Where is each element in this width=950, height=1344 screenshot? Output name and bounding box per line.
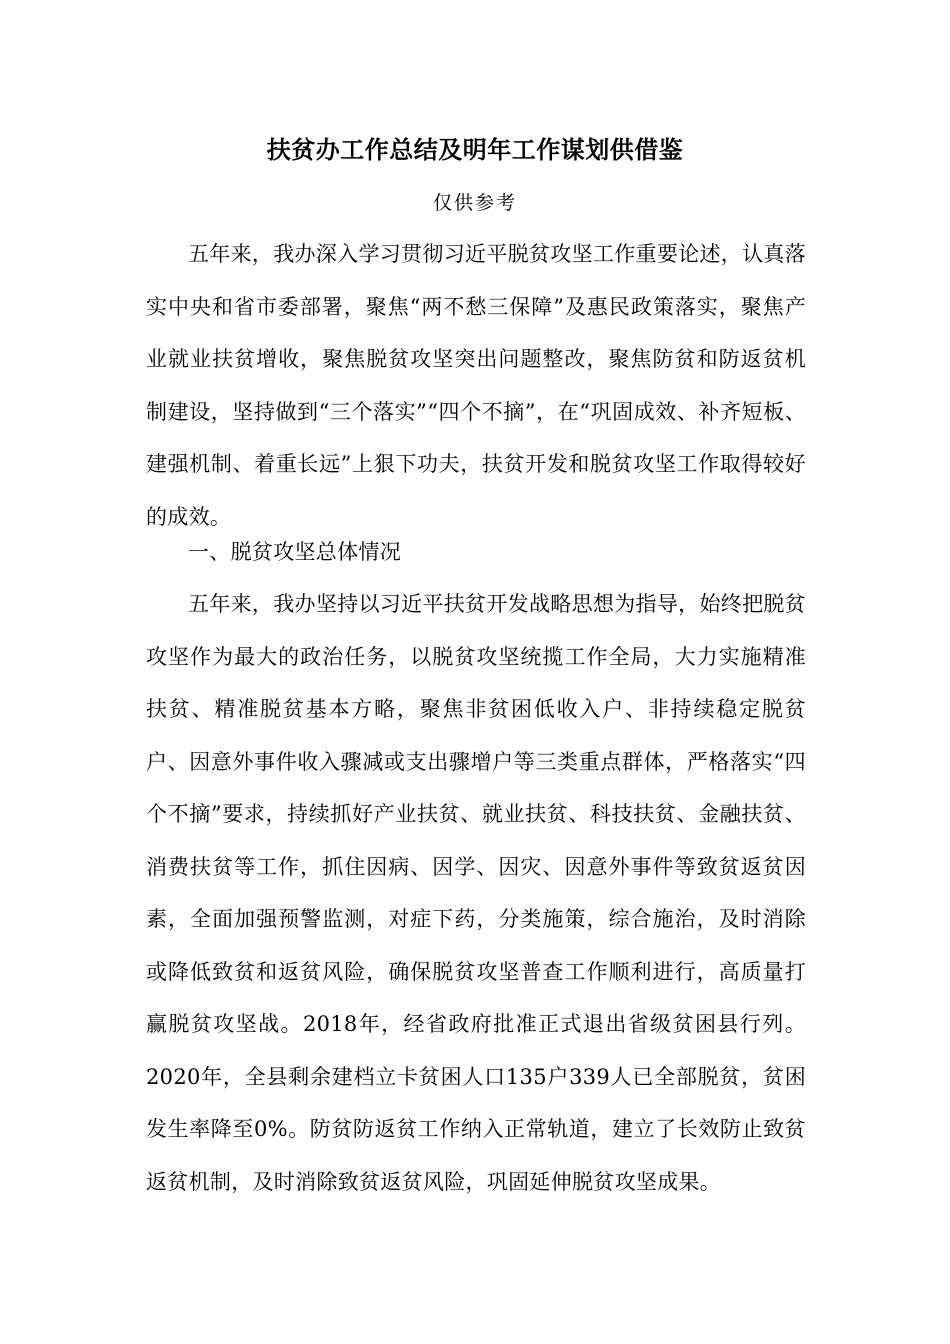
section-heading-1: 一、脱贫攻坚总体情况 (188, 540, 401, 564)
document-subtitle: 仅供参考 (432, 192, 517, 214)
document-title: 扶贫办工作总结及明年工作谋划供借鉴 (266, 136, 684, 164)
body-paragraph-2: 五年来，我办坚持以习近平扶贫开发战略思想为指导，始终把脱贫攻坚作为最大的政治任务，以脱贫攻坚统揽工作全局，大力实施精准扶贫、精准脱贫基本方略，聚焦非贫困低收入户、非持续稳定脱贫户、因意外事件收入骤减或支出骤增户等三类重点群体，严格落实“四个不摘”要求，持续抓好产业扶贫、就业扶贫、科技扶贫、金融扶贫、消费扶贫等工作，抓住因病、因学、因灾、因意外事件等致贫返贫因素，全面加强预警监测，对症下药，分类施策，综合施治，及时消除或降低致贫和返贫风险，确保脱贫攻坚普查工作顺利进行，高质量打赢脱贫攻坚战。2018年，经省政府批准正式退出省级贫困县行列。2020年，全县剩余建档立卡贫困人口135户339人已全部脱贫，贫困发生率降至0%。防贫防返贫工作纳入正常轨道，建立了长效防止致贫返贫机制，及时消除致贫返贫风险，巩固延伸脱贫攻坚成果。 (146, 592, 806, 1194)
body-paragraph-1: 五年来，我办深入学习贯彻习近平脱贫攻坚工作重要论述，认真落实中央和省市委部署，聚焦“两不愁三保障”及惠民政策落实，聚焦产业就业扶贫增收，聚焦脱贫攻坚突出问题整改，聚焦防贫和防返贫机制建设，坚持做到“三个落实”“四个不摘”，在“巩固成效、补齐短板、建强机制、着重长远”上狠下功夫，扶贫开发和脱贫攻坚工作取得较好的成效。 (146, 242, 806, 529)
